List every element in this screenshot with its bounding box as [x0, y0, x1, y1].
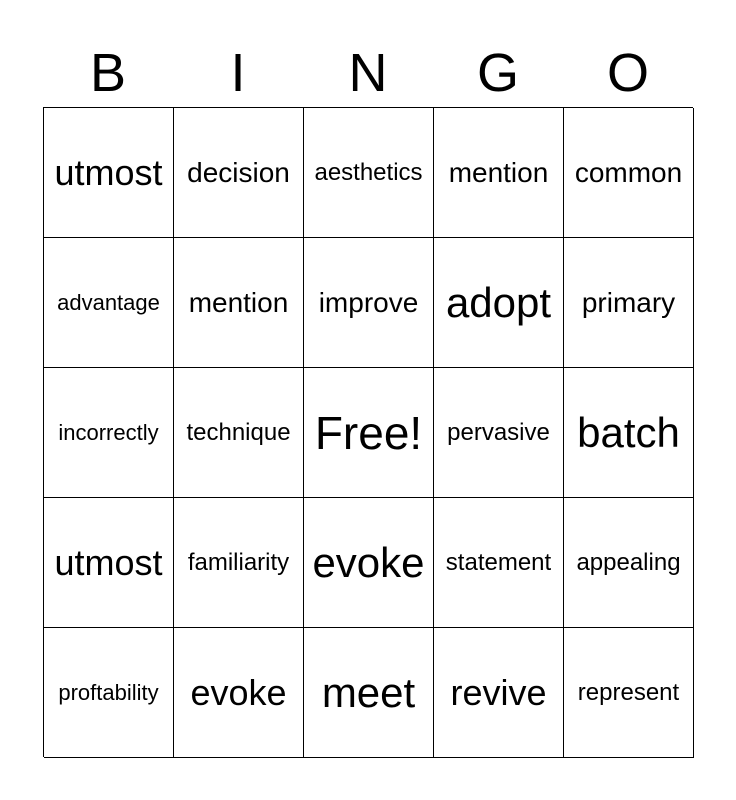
bingo-cell-r4-c3[interactable]: evoke — [304, 498, 434, 628]
bingo-cell-r1-c3[interactable]: aesthetics — [304, 108, 434, 238]
bingo-cell-r2-c4[interactable]: adopt — [434, 238, 564, 368]
bingo-cell-r2-c3[interactable]: improve — [304, 238, 434, 368]
bingo-cell-r5-c1[interactable]: proftability — [44, 628, 174, 758]
bingo-cell-r4-c1[interactable]: utmost — [44, 498, 174, 628]
bingo-cell-r4-c2[interactable]: familiarity — [174, 498, 304, 628]
bingo-cell-r2-c5[interactable]: primary — [564, 238, 694, 368]
bingo-cell-r1-c1[interactable]: utmost — [44, 108, 174, 238]
bingo-cell-r1-c2[interactable]: decision — [174, 108, 304, 238]
free-space-cell[interactable]: Free! — [304, 368, 434, 498]
bingo-cell-r3-c4[interactable]: pervasive — [434, 368, 564, 498]
bingo-cell-r1-c4[interactable]: mention — [434, 108, 564, 238]
header-letter-b: B — [89, 43, 127, 103]
bingo-cell-r3-c1[interactable]: incorrectly — [44, 368, 174, 498]
bingo-cell-r5-c4[interactable]: revive — [434, 628, 564, 758]
header-letter-o: O — [606, 43, 649, 103]
bingo-board — [43, 107, 693, 757]
bingo-cell-r2-c2[interactable]: mention — [174, 238, 304, 368]
bingo-cell-r5-c2[interactable]: evoke — [174, 628, 304, 758]
header-letter-g: G — [476, 43, 519, 103]
bingo-cell-r3-c2[interactable]: technique — [174, 368, 304, 498]
bingo-cell-r5-c5[interactable]: represent — [564, 628, 694, 758]
bingo-header — [43, 38, 693, 108]
bingo-cell-r5-c3[interactable]: meet — [304, 628, 434, 758]
bingo-cell-r2-c1[interactable]: advantage — [44, 238, 174, 368]
bingo-cell-r4-c4[interactable]: statement — [434, 498, 564, 628]
bingo-cell-r3-c5[interactable]: batch — [564, 368, 694, 498]
header-letter-n: N — [348, 43, 388, 103]
bingo-cell-r4-c5[interactable]: appealing — [564, 498, 694, 628]
bingo-cell-r1-c5[interactable]: common — [564, 108, 694, 238]
header-letter-i: I — [230, 43, 246, 103]
